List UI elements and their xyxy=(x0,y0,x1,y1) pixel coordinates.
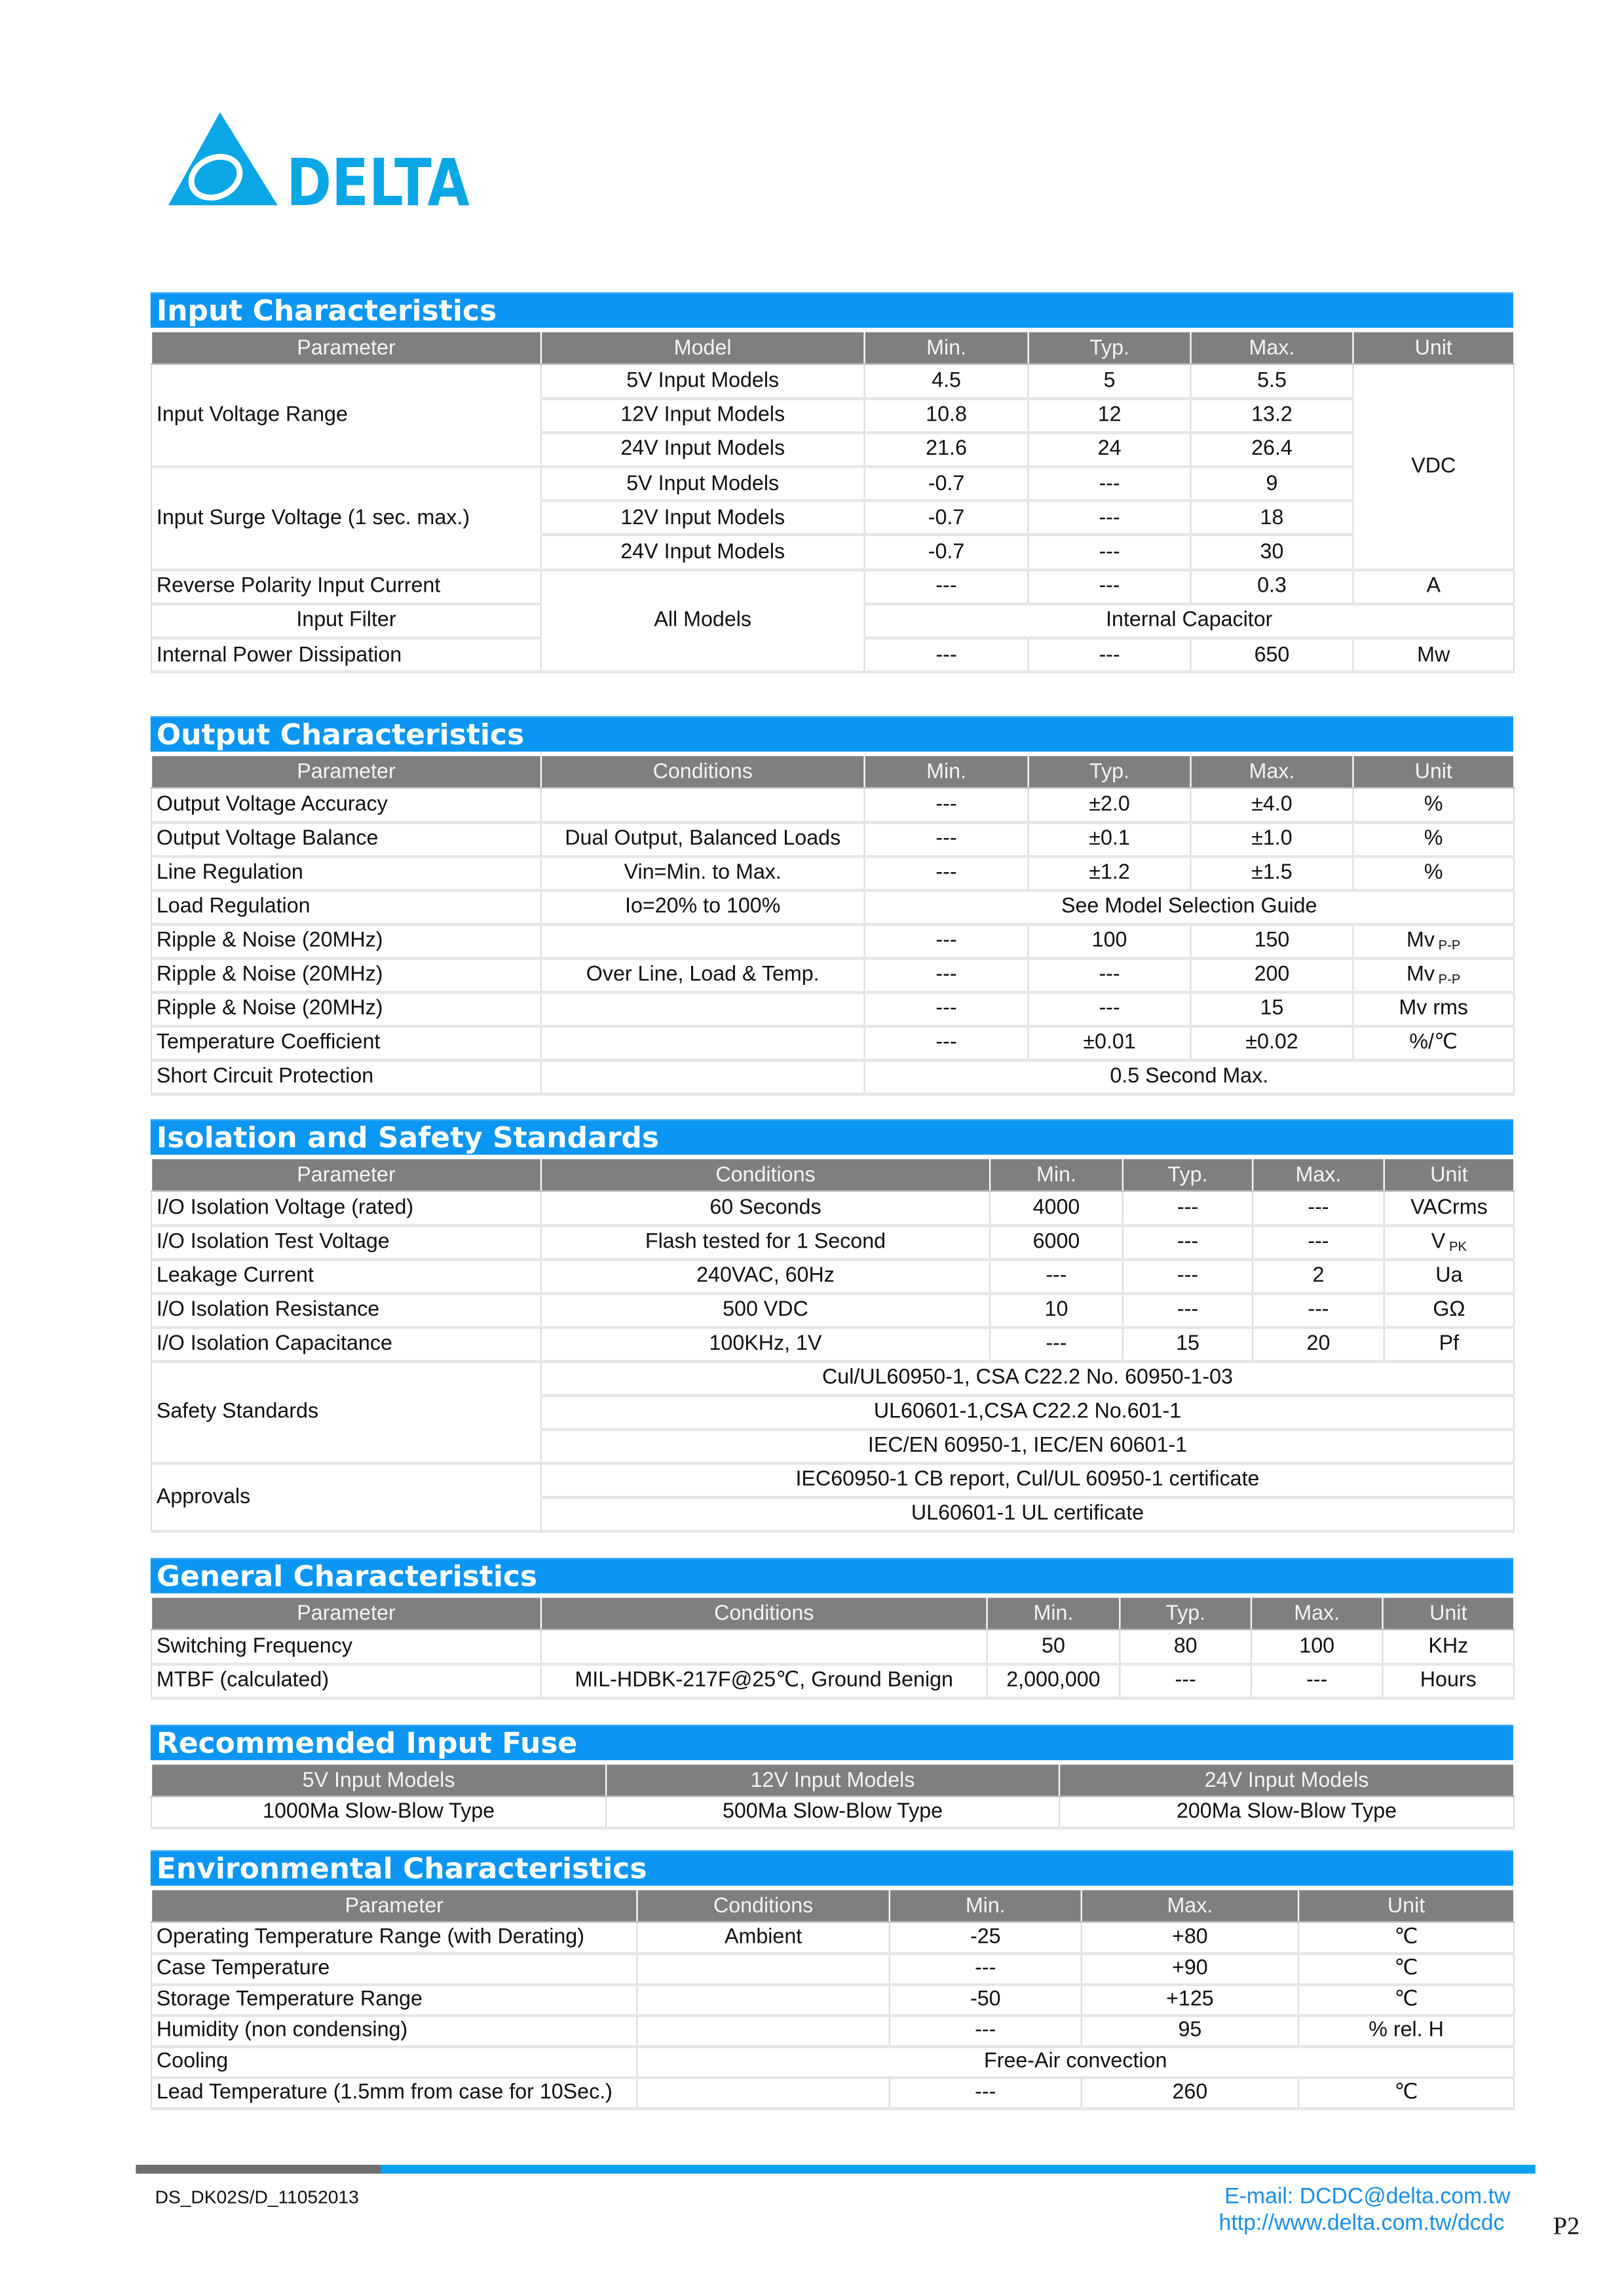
table-cell: 9 xyxy=(1191,467,1353,501)
table-cell: All Models xyxy=(541,569,865,672)
table-cell: Safety Standards xyxy=(151,1361,541,1463)
section-title: Input Characteristics xyxy=(151,292,1513,328)
table-cell: Ripple & Noise (20MHz) xyxy=(151,991,541,1025)
table-cell: -25 xyxy=(890,1922,1082,1953)
table-row xyxy=(151,856,1514,890)
table-cell: 95 xyxy=(1082,2015,1298,2046)
table-cell: I/O Isolation Resistance xyxy=(151,1293,541,1327)
email-line xyxy=(1224,2184,1510,2209)
table-cell: --- xyxy=(1123,1191,1253,1225)
table-cell: Pf xyxy=(1384,1327,1514,1361)
table-cell: 15 xyxy=(1123,1327,1253,1361)
table-cell xyxy=(1353,924,1514,958)
svg-text:DELTA: DELTA xyxy=(286,145,470,221)
column-header: Max. xyxy=(1191,756,1353,788)
table-row xyxy=(151,1463,1514,1497)
table-row xyxy=(151,788,1514,822)
column-header: Unit xyxy=(1353,332,1514,364)
table-cell: Dual Output, Balanced Loads xyxy=(541,822,865,856)
header-row xyxy=(151,332,1514,364)
table-cell: --- xyxy=(1120,1664,1251,1698)
table-cell: --- xyxy=(1029,569,1191,603)
column-header: Conditions xyxy=(541,1158,990,1191)
column-header: Unit xyxy=(1353,756,1514,788)
table-cell: --- xyxy=(1253,1225,1384,1259)
table-row xyxy=(151,1797,1514,1827)
table-cell: Input Filter xyxy=(151,603,541,638)
table-cell: 2 xyxy=(1253,1259,1384,1293)
table-cell: 4000 xyxy=(990,1191,1123,1225)
table-row xyxy=(151,2077,1514,2108)
table-cell: 15 xyxy=(1191,991,1353,1025)
table-cell: 1000Ma Slow-Blow Type xyxy=(151,1797,606,1827)
table-cell: 21.6 xyxy=(864,432,1028,467)
table-cell: Leakage Current xyxy=(151,1259,541,1293)
footer-divider-blue xyxy=(381,2165,1535,2174)
website-link[interactable]: http://www.delta.com.tw/dcdc xyxy=(1218,2210,1505,2236)
table-row xyxy=(151,1361,1514,1395)
section-title: Recommended Input Fuse xyxy=(151,1725,1513,1760)
input-fuse-table xyxy=(151,1763,1515,1829)
column-header: 12V Input Models xyxy=(606,1764,1059,1797)
table-row xyxy=(151,1327,1514,1361)
table-cell: Ripple & Noise (20MHz) xyxy=(151,957,541,991)
table-cell: 240VAC, 60Hz xyxy=(541,1259,990,1293)
unit-subscript: P-P xyxy=(1434,938,1461,953)
table-cell: --- xyxy=(1029,638,1191,672)
table-cell: --- xyxy=(1029,467,1191,501)
table-cell: 24 xyxy=(1029,432,1191,467)
table-cell: 200Ma Slow-Blow Type xyxy=(1059,1797,1514,1827)
table-cell: Humidity (non condensing) xyxy=(151,2015,637,2046)
table-cell: % xyxy=(1353,856,1514,890)
table-cell: 10.8 xyxy=(864,398,1028,432)
table-row xyxy=(151,2046,1514,2076)
table-cell: Load Regulation xyxy=(151,890,541,924)
table-cell: --- xyxy=(1123,1259,1253,1293)
table-cell: 24V Input Models xyxy=(541,432,865,467)
table-cell: Flash tested for 1 Second xyxy=(541,1225,990,1259)
table-cell: --- xyxy=(1253,1191,1384,1225)
table-cell: 100KHz, 1V xyxy=(541,1327,990,1361)
table-row xyxy=(151,1191,1514,1225)
header-row xyxy=(151,1889,1514,1922)
table-cell: +90 xyxy=(1082,1953,1298,1983)
column-header: Min. xyxy=(890,1889,1082,1922)
isolation-table xyxy=(151,1158,1515,1532)
table-cell: 0.3 xyxy=(1191,569,1353,603)
column-header: Typ. xyxy=(1120,1597,1251,1630)
table-row xyxy=(151,1984,1514,2015)
table-row xyxy=(151,2015,1514,2046)
unit-subscript: P-P xyxy=(1434,971,1461,987)
table-cell: -50 xyxy=(890,1984,1082,2015)
table-cell: Ripple & Noise (20MHz) xyxy=(151,924,541,958)
general-characteristics-table xyxy=(151,1596,1515,1699)
table-row xyxy=(151,1025,1514,1060)
table-cell: +80 xyxy=(1082,1922,1298,1953)
table-cell xyxy=(541,1025,865,1060)
unit-text: Mv xyxy=(1407,928,1435,953)
table-cell: Io=20% to 100% xyxy=(541,890,865,924)
table-cell: KHz xyxy=(1382,1630,1514,1664)
table-cell: --- xyxy=(990,1259,1123,1293)
table-cell: I/O Isolation Test Voltage xyxy=(151,1225,541,1259)
table-cell: --- xyxy=(990,1327,1123,1361)
table-cell: ±1.5 xyxy=(1191,856,1353,890)
table-cell: A xyxy=(1353,569,1514,603)
section-title: General Characteristics xyxy=(151,1558,1513,1594)
table-cell: 12V Input Models xyxy=(541,398,865,432)
table-cell: ±2.0 xyxy=(1029,788,1191,822)
table-cell xyxy=(637,1953,889,1983)
table-cell: VDC xyxy=(1353,364,1514,570)
column-header: Parameter xyxy=(151,1889,637,1922)
table-row xyxy=(151,1225,1514,1259)
column-header: Parameter xyxy=(151,1597,541,1630)
table-cell xyxy=(1353,957,1514,991)
header-row xyxy=(151,1764,1514,1797)
table-cell: 6000 xyxy=(990,1225,1123,1259)
table-cell: 150 xyxy=(1191,924,1353,958)
column-header: Min. xyxy=(990,1158,1123,1191)
table-cell: MTBF (calculated) xyxy=(151,1664,541,1698)
table-row xyxy=(151,1953,1514,1983)
table-cell: Switching Frequency xyxy=(151,1630,541,1664)
table-cell: 5V Input Models xyxy=(541,364,865,398)
table-cell: Hours xyxy=(1382,1664,1514,1698)
delta-logo xyxy=(165,109,475,221)
table-cell: Approvals xyxy=(151,1463,541,1531)
table-cell: 5V Input Models xyxy=(541,467,865,501)
table-cell: Output Voltage Accuracy xyxy=(151,788,541,822)
isolation-section xyxy=(151,1119,1513,1532)
table-cell: --- xyxy=(1251,1664,1383,1698)
table-cell: Internal Power Dissipation xyxy=(151,638,541,672)
table-cell: --- xyxy=(1123,1225,1253,1259)
table-row xyxy=(151,1259,1514,1293)
table-cell: Operating Temperature Range (with Derating) xyxy=(151,1922,637,1953)
table-cell: I/O Isolation Voltage (rated) xyxy=(151,1191,541,1225)
unit-text: Mv xyxy=(1407,963,1435,987)
table-cell: 60 Seconds xyxy=(541,1191,990,1225)
table-cell: ±0.01 xyxy=(1029,1025,1191,1060)
table-cell: % rel. H xyxy=(1298,2015,1514,2046)
table-cell: 18 xyxy=(1191,501,1353,535)
general-characteristics-section xyxy=(151,1558,1513,1699)
table-cell: Output Voltage Balance xyxy=(151,822,541,856)
input-characteristics-section xyxy=(151,292,1513,674)
unit-text: V xyxy=(1431,1230,1446,1254)
table-cell: --- xyxy=(864,822,1028,856)
section-title: Environmental Characteristics xyxy=(151,1850,1513,1886)
table-cell: 12 xyxy=(1029,398,1191,432)
header-row xyxy=(151,1597,1514,1630)
document-id: DS_DK02S/D_11052013 xyxy=(155,2187,359,2208)
table-cell: UL60601-1 UL certificate xyxy=(541,1497,1514,1531)
column-header: Unit xyxy=(1384,1158,1514,1191)
table-cell: --- xyxy=(864,991,1028,1025)
table-cell: --- xyxy=(1029,957,1191,991)
table-cell: --- xyxy=(864,569,1028,603)
table-cell: 200 xyxy=(1191,957,1353,991)
table-cell: 13.2 xyxy=(1191,398,1353,432)
unit-subscript: PK xyxy=(1445,1238,1467,1254)
column-header: Min. xyxy=(987,1597,1120,1630)
table-cell: I/O Isolation Capacitance xyxy=(151,1327,541,1361)
table-row xyxy=(151,890,1514,924)
table-cell xyxy=(541,924,865,958)
column-header: Typ. xyxy=(1029,332,1191,364)
header-row xyxy=(151,1158,1514,1191)
table-cell: %/℃ xyxy=(1353,1025,1514,1060)
environmental-section xyxy=(151,1850,1513,2110)
table-cell xyxy=(541,1630,987,1664)
table-cell xyxy=(637,2077,889,2108)
table-cell: Over Line, Load & Temp. xyxy=(541,957,865,991)
column-header: Max. xyxy=(1253,1158,1384,1191)
table-row xyxy=(151,991,1514,1025)
table-row xyxy=(151,1630,1514,1664)
table-row xyxy=(151,1060,1514,1094)
table-cell: 500 VDC xyxy=(541,1293,990,1327)
table-row xyxy=(151,1293,1514,1327)
table-cell: 30 xyxy=(1191,535,1353,569)
table-cell: ±1.0 xyxy=(1191,822,1353,856)
output-characteristics-section xyxy=(151,716,1513,1095)
column-header: Typ. xyxy=(1123,1158,1253,1191)
column-header: Conditions xyxy=(637,1889,889,1922)
table-cell: VACrms xyxy=(1384,1191,1514,1225)
table-cell: Cul/UL60950-1, CSA C22.2 No. 60950-1-03 xyxy=(541,1361,1514,1395)
table-cell: --- xyxy=(890,2077,1082,2108)
column-header: Parameter xyxy=(151,332,541,364)
table-cell: Ua xyxy=(1384,1259,1514,1293)
column-header: Min. xyxy=(864,756,1028,788)
table-cell: 80 xyxy=(1120,1630,1251,1664)
table-cell: Line Regulation xyxy=(151,856,541,890)
table-cell: --- xyxy=(864,924,1028,958)
column-header: 24V Input Models xyxy=(1059,1764,1514,1797)
section-title: Output Characteristics xyxy=(151,716,1513,752)
footer-divider-gray xyxy=(136,2165,381,2174)
table-cell: 100 xyxy=(1251,1630,1383,1664)
table-cell xyxy=(541,1060,865,1094)
table-cell: --- xyxy=(1029,991,1191,1025)
table-cell: IEC60950-1 CB report, Cul/UL 60950-1 certificate xyxy=(541,1463,1514,1497)
output-characteristics-table xyxy=(151,755,1515,1095)
column-header: 5V Input Models xyxy=(151,1764,606,1797)
table-cell: ℃ xyxy=(1298,1984,1514,2015)
input-fuse-section xyxy=(151,1725,1513,1829)
table-cell: 26.4 xyxy=(1191,432,1353,467)
table-cell: 10 xyxy=(990,1293,1123,1327)
environmental-table xyxy=(151,1888,1515,2109)
table-cell: 12V Input Models xyxy=(541,501,865,535)
email-label: E-mail: xyxy=(1224,2184,1300,2210)
table-cell xyxy=(1384,1225,1514,1259)
table-cell: 0.5 Second Max. xyxy=(864,1060,1514,1094)
table-cell xyxy=(541,991,865,1025)
table-row xyxy=(151,467,1514,501)
table-cell: --- xyxy=(1029,501,1191,535)
table-cell: Case Temperature xyxy=(151,1953,637,1983)
table-cell: --- xyxy=(864,1025,1028,1060)
table-cell: +125 xyxy=(1082,1984,1298,2015)
table-cell: 260 xyxy=(1082,2077,1298,2108)
table-cell: --- xyxy=(890,2015,1082,2046)
table-cell: % xyxy=(1353,788,1514,822)
table-cell: Input Voltage Range xyxy=(151,364,541,467)
table-cell: Cooling xyxy=(151,2046,637,2076)
column-header: Typ. xyxy=(1029,756,1191,788)
table-cell: 5 xyxy=(1029,364,1191,398)
table-cell: ℃ xyxy=(1298,1953,1514,1983)
table-cell: --- xyxy=(1123,1293,1253,1327)
column-header: Model xyxy=(541,332,865,364)
table-cell: 2,000,000 xyxy=(987,1664,1120,1698)
table-cell: Vin=Min. to Max. xyxy=(541,856,865,890)
column-header: Conditions xyxy=(541,1597,987,1630)
column-header: Max. xyxy=(1251,1597,1383,1630)
table-cell: Free-Air convection xyxy=(637,2046,1514,2076)
table-cell: GΩ xyxy=(1384,1293,1514,1327)
column-header: Unit xyxy=(1382,1597,1514,1630)
table-cell: IEC/EN 60950-1, IEC/EN 60601-1 xyxy=(541,1428,1514,1463)
table-cell: ±1.2 xyxy=(1029,856,1191,890)
table-cell: Mv rms xyxy=(1353,991,1514,1025)
table-cell: 500Ma Slow-Blow Type xyxy=(606,1797,1059,1827)
table-cell xyxy=(637,1984,889,2015)
table-cell: 100 xyxy=(1029,924,1191,958)
table-cell: ℃ xyxy=(1298,2077,1514,2108)
column-header: Unit xyxy=(1298,1889,1514,1922)
table-cell: Lead Temperature (1.5mm from case for 10Sec.) xyxy=(151,2077,637,2108)
table-cell: Mw xyxy=(1353,638,1514,672)
table-row xyxy=(151,924,1514,958)
table-row xyxy=(151,364,1514,398)
table-cell: ±0.1 xyxy=(1029,822,1191,856)
table-cell: --- xyxy=(864,957,1028,991)
table-cell: --- xyxy=(864,638,1028,672)
table-cell: Storage Temperature Range xyxy=(151,1984,637,2015)
website-line xyxy=(1219,2211,1505,2236)
table-cell: Short Circuit Protection xyxy=(151,1060,541,1094)
table-cell: Reverse Polarity Input Current xyxy=(151,569,541,603)
table-cell: 50 xyxy=(987,1630,1120,1664)
table-row xyxy=(151,1922,1514,1953)
table-cell: -0.7 xyxy=(864,535,1028,569)
table-cell: 5.5 xyxy=(1191,364,1353,398)
table-cell: --- xyxy=(864,856,1028,890)
table-cell xyxy=(637,2015,889,2046)
table-cell: 650 xyxy=(1191,638,1353,672)
column-header: Parameter xyxy=(151,756,541,788)
column-header: Conditions xyxy=(541,756,865,788)
table-cell: Ambient xyxy=(637,1922,889,1953)
table-cell: 24V Input Models xyxy=(541,535,865,569)
table-cell: ℃ xyxy=(1298,1922,1514,1953)
table-cell: UL60601-1,CSA C22.2 No.601-1 xyxy=(541,1395,1514,1429)
column-header: Max. xyxy=(1082,1889,1298,1922)
table-cell: ±0.02 xyxy=(1191,1025,1353,1060)
table-cell: -0.7 xyxy=(864,501,1028,535)
section-title: Isolation and Safety Standards xyxy=(151,1119,1513,1155)
table-row xyxy=(151,1664,1514,1698)
table-cell: --- xyxy=(1253,1293,1384,1327)
table-cell: % xyxy=(1353,822,1514,856)
table-row xyxy=(151,569,1514,603)
table-cell: Internal Capacitor xyxy=(864,603,1514,638)
table-cell: 4.5 xyxy=(864,364,1028,398)
table-cell: MIL-HDBK-217F@25℃, Ground Benign xyxy=(541,1664,987,1698)
table-cell: --- xyxy=(1029,535,1191,569)
page-number: P2 xyxy=(1553,2211,1580,2240)
table-row xyxy=(151,957,1514,991)
table-cell: --- xyxy=(890,1953,1082,1983)
table-cell: ±4.0 xyxy=(1191,788,1353,822)
table-cell xyxy=(541,788,865,822)
table-cell: 20 xyxy=(1253,1327,1384,1361)
column-header: Max. xyxy=(1191,332,1353,364)
header-row xyxy=(151,756,1514,788)
input-characteristics-table xyxy=(151,331,1515,674)
table-cell: Input Surge Voltage (1 sec. max.) xyxy=(151,467,541,569)
table-cell: -0.7 xyxy=(864,467,1028,501)
table-cell: See Model Selection Guide xyxy=(864,890,1514,924)
table-cell: Temperature Coefficient xyxy=(151,1025,541,1060)
table-cell: --- xyxy=(864,788,1028,822)
table-row xyxy=(151,822,1514,856)
email-link[interactable]: DCDC@delta.com.tw xyxy=(1299,2184,1511,2210)
column-header: Min. xyxy=(864,332,1028,364)
column-header: Parameter xyxy=(151,1158,541,1191)
